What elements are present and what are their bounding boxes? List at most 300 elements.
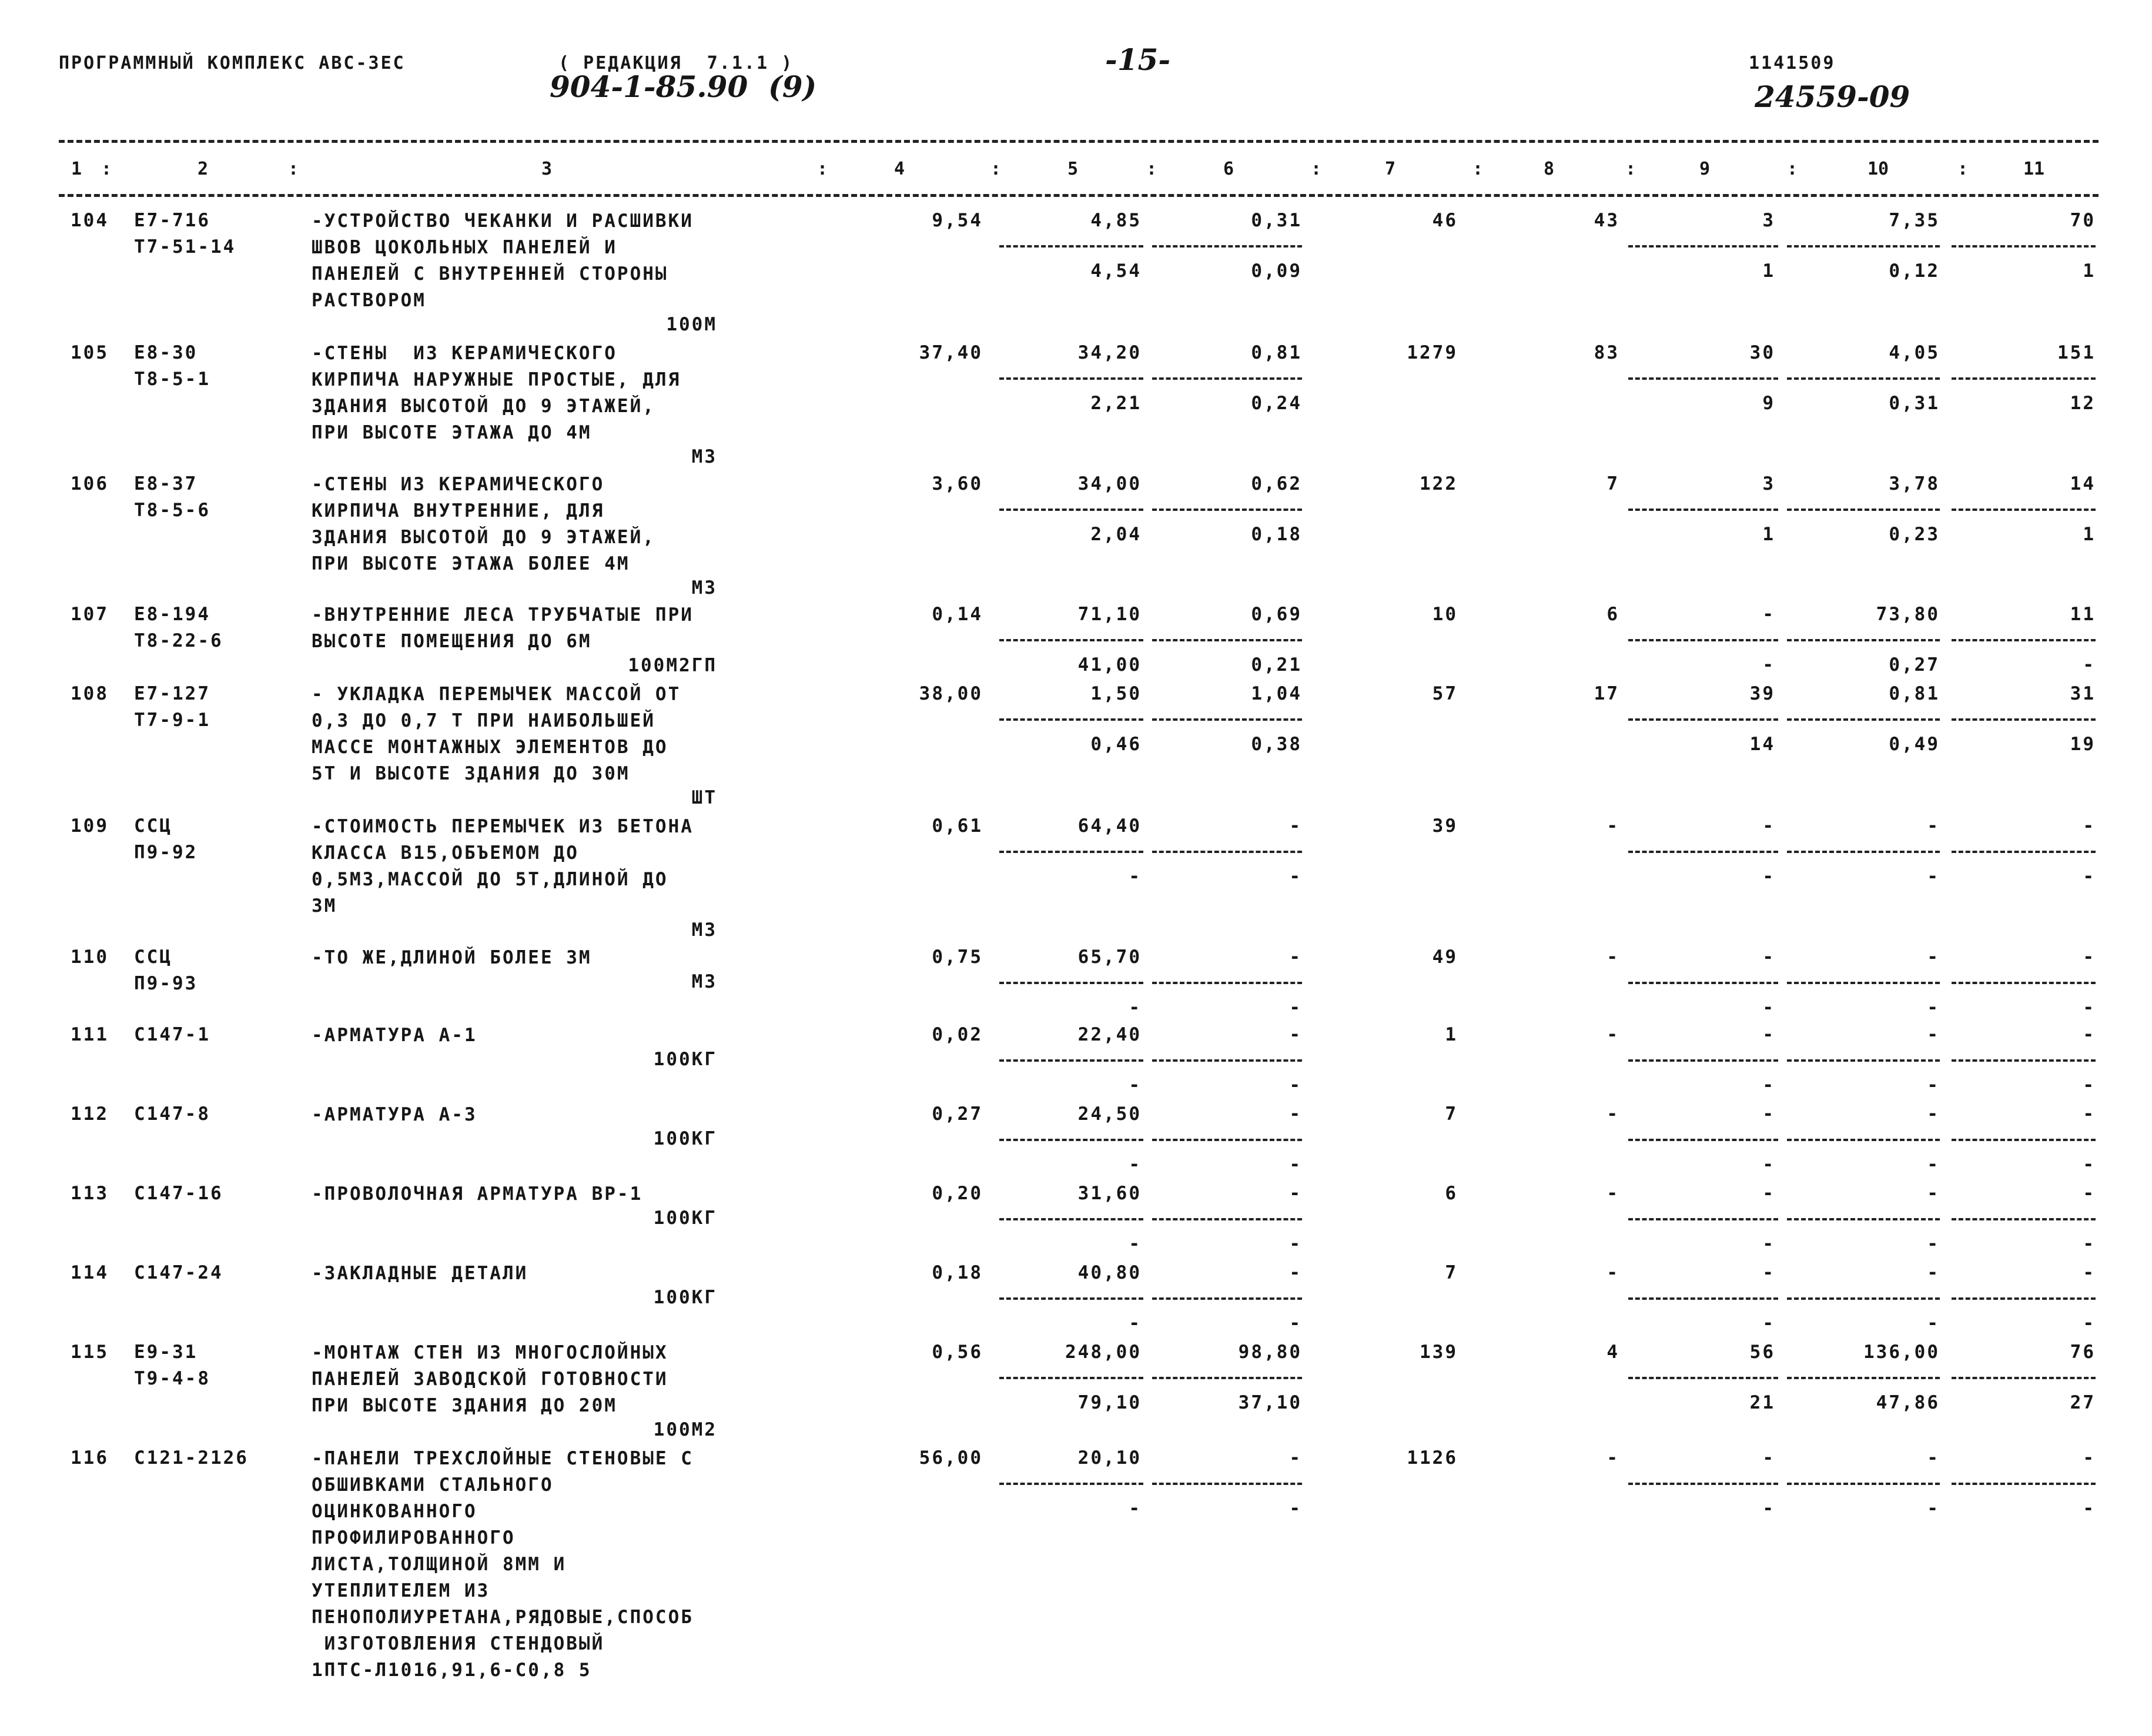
cost-c9-lower: -	[1762, 1075, 1775, 1096]
fraction-line	[1628, 1218, 1778, 1220]
fraction-line	[1787, 1297, 1940, 1300]
fraction-line	[1152, 639, 1302, 641]
tech-code: Т8-22-6	[134, 630, 223, 651]
column-header-5: 5	[1067, 159, 1079, 179]
cost-c9-upper: 39	[1749, 683, 1775, 704]
column-header-4: 4	[893, 159, 905, 179]
cost-c11-upper: 76	[2070, 1342, 2096, 1363]
fraction-line	[1152, 718, 1302, 721]
price-code: Е7-127	[134, 683, 210, 704]
price-code: Е8-37	[134, 473, 198, 494]
cost-c5-lower: -	[1129, 1154, 1142, 1175]
fraction-line	[999, 718, 1143, 721]
unit-of-measure: М3	[691, 446, 717, 467]
cost-c9-upper: -	[1762, 1183, 1775, 1204]
cost-c11-lower: -	[2083, 1313, 2096, 1334]
cost-c8: 4	[1607, 1342, 1619, 1363]
cost-c7: 6	[1445, 1183, 1458, 1204]
cost-c9-upper: -	[1762, 1447, 1775, 1469]
price-code: Е8-30	[134, 342, 198, 363]
cost-c10-upper: 3,78	[1889, 473, 1940, 494]
fraction-line	[1152, 1297, 1302, 1300]
fraction-line	[999, 1218, 1143, 1220]
work-description: -ВНУТРЕННИЕ ЛЕСА ТРУБЧАТЫЕ ПРИ ВЫСОТЕ ПОМЕЩЕНИЯ ДО 6М	[312, 604, 694, 652]
fraction-line	[1152, 1377, 1302, 1379]
cost-c5-upper: 40,80	[1077, 1262, 1142, 1283]
row-number: 108	[71, 683, 109, 704]
fraction-line	[1787, 245, 1940, 247]
cost-c5-lower: -	[1129, 1498, 1142, 1519]
cost-c9-lower: 1	[1762, 260, 1775, 282]
cost-c10-upper: -	[1927, 1183, 1940, 1204]
cost-c9-upper: -	[1762, 604, 1775, 625]
cost-c10-lower: 0,31	[1889, 393, 1940, 414]
cost-c9-lower: 9	[1762, 393, 1775, 414]
cost-c11-upper: 70	[2070, 210, 2096, 231]
fraction-line	[999, 982, 1143, 984]
cost-c5-upper: 71,10	[1077, 604, 1142, 625]
row-number: 114	[71, 1262, 109, 1283]
fraction-line	[1152, 1483, 1302, 1485]
unit-of-measure: 100КГ	[653, 1049, 717, 1070]
program-name: ПРОГРАММНЫЙ КОМПЛЕКС АВС-3ЕС	[59, 53, 406, 73]
cost-c9-upper: -	[1762, 815, 1775, 837]
page-number: -15-	[1105, 42, 1171, 77]
cost-c8: 43	[1594, 210, 1619, 231]
cost-c6-upper: 0,62	[1251, 473, 1302, 494]
cost-c11-lower: -	[2083, 1154, 2096, 1175]
cost-c10-lower: 0,27	[1889, 654, 1940, 675]
row-number: 106	[71, 473, 109, 494]
price-code: С147-16	[134, 1183, 223, 1204]
fraction-line	[999, 1297, 1143, 1300]
column-header-7: 7	[1384, 159, 1396, 179]
cost-c5-upper: 65,70	[1077, 946, 1142, 968]
column-separator: :	[1311, 159, 1322, 179]
fraction-line	[1952, 718, 2096, 721]
fraction-line	[999, 1059, 1143, 1062]
tech-code: П9-92	[134, 842, 198, 863]
unit-of-measure: М3	[691, 971, 717, 992]
cost-c5-upper: 31,60	[1077, 1183, 1142, 1204]
row-number: 115	[71, 1342, 109, 1363]
cost-c11-upper: -	[2083, 1262, 2096, 1283]
unit-of-measure: 100М2ГП	[628, 655, 717, 676]
cost-c11-lower: -	[2083, 866, 2096, 887]
cost-c6-upper: -	[1289, 1024, 1302, 1045]
cost-c8: -	[1607, 1183, 1619, 1204]
work-description: -ПАНЕЛИ ТРЕХСЛОЙНЫЕ СТЕНОВЫЕ С ОБШИВКАМИ СТАЛЬНОГО ОЦИНКОВАННОГО ПРОФИЛИРОВАННОГО ЛИСТА,ТОЛЩИНОЙ 8ММ И УТЕПЛИТЕЛЕМ ИЗ ПЕНОПОЛИУРЕТАНА,РЯДОВЫЕ,СПОСОБ ИЗГОТОВЛЕНИЯ СТЕНДОВЫЙ 1ПТС-Л1016,91,6-С0,8 5	[312, 1448, 694, 1681]
cost-c5-upper: 34,20	[1077, 342, 1142, 363]
cost-c5-lower: -	[1129, 997, 1142, 1018]
cost-c5-upper: 1,50	[1090, 683, 1142, 704]
quantity: 0,75	[932, 946, 983, 968]
fraction-line	[1628, 1483, 1778, 1485]
cost-c11-upper: -	[2083, 1024, 2096, 1045]
column-separator: :	[288, 159, 299, 179]
cost-c6-lower: 0,21	[1251, 654, 1302, 675]
fraction-line	[1787, 718, 1940, 721]
cost-c9-upper: 3	[1762, 210, 1775, 231]
header-rule-top	[59, 140, 2099, 143]
cost-c11-lower: 1	[2083, 260, 2096, 282]
cost-c5-upper: 24,50	[1077, 1103, 1142, 1125]
handwritten-code: 904-1-85.90 (9)	[550, 69, 817, 104]
quantity: 37,40	[919, 342, 983, 363]
fraction-line	[1628, 851, 1778, 853]
column-separator: :	[1625, 159, 1636, 179]
quantity: 0,27	[932, 1103, 983, 1125]
cost-c5-lower: 41,00	[1077, 654, 1142, 675]
column-separator: :	[817, 159, 828, 179]
cost-c5-upper: 34,00	[1077, 473, 1142, 494]
row-number: 113	[71, 1183, 109, 1204]
cost-c10-lower: -	[1927, 1313, 1940, 1334]
row-number: 111	[71, 1024, 109, 1045]
cost-c7: 1126	[1407, 1447, 1458, 1469]
cost-c6-upper: -	[1289, 815, 1302, 837]
cost-c9-lower: 21	[1749, 1392, 1775, 1413]
fraction-line	[1952, 1297, 2096, 1300]
quantity: 0,14	[932, 604, 983, 625]
edition-label: ( РЕДАКЦИЯ 7.1.1 )	[558, 53, 794, 73]
fraction-line	[1628, 1377, 1778, 1379]
cost-c6-lower: -	[1289, 1313, 1302, 1334]
cost-c6-lower: 0,18	[1251, 524, 1302, 545]
unit-of-measure: 100КГ	[653, 1287, 717, 1308]
cost-c11-lower: -	[2083, 1075, 2096, 1096]
quantity: 56,00	[919, 1447, 983, 1469]
cost-c8: -	[1607, 1447, 1619, 1469]
cost-c9-lower: -	[1762, 1154, 1775, 1175]
fraction-line	[999, 1377, 1143, 1379]
column-header-9: 9	[1699, 159, 1711, 179]
cost-c10-upper: -	[1927, 1024, 1940, 1045]
cost-c10-upper: 7,35	[1889, 210, 1940, 231]
cost-c11-upper: -	[2083, 1447, 2096, 1469]
cost-c10-lower: 0,49	[1889, 734, 1940, 755]
row-number: 110	[71, 946, 109, 968]
fraction-line	[1628, 639, 1778, 641]
cost-c5-lower: 2,04	[1090, 524, 1142, 545]
cost-c6-upper: 1,04	[1251, 683, 1302, 704]
cost-c10-lower: -	[1927, 1233, 1940, 1255]
cost-c9-lower: -	[1762, 1313, 1775, 1334]
work-description: -СТЕНЫ ИЗ КЕРАМИЧЕСКОГО КИРПИЧА ВНУТРЕННИЕ, ДЛЯ ЗДАНИЯ ВЫСОТОЙ ДО 9 ЭТАЖЕЙ, ПРИ ВЫСОТЕ ЭТАЖА БОЛЕЕ 4М	[312, 474, 655, 574]
cost-c11-lower: 19	[2070, 734, 2096, 755]
cost-c10-upper: -	[1927, 815, 1940, 837]
price-code: С147-8	[134, 1103, 210, 1125]
cost-c8: 7	[1607, 473, 1619, 494]
fraction-line	[1787, 1377, 1940, 1379]
fraction-line	[1787, 509, 1940, 511]
quantity: 9,54	[932, 210, 983, 231]
price-code: ССЦ	[134, 815, 172, 837]
fraction-line	[1628, 982, 1778, 984]
cost-c11-upper: 14	[2070, 473, 2096, 494]
unit-of-measure: 100М	[666, 314, 717, 335]
fraction-line	[999, 1139, 1143, 1141]
fraction-line	[999, 509, 1143, 511]
cost-c9-upper: -	[1762, 1262, 1775, 1283]
cost-c10-upper: -	[1927, 946, 1940, 968]
cost-c10-lower: 0,23	[1889, 524, 1940, 545]
fraction-line	[1152, 377, 1302, 380]
cost-c11-lower: 12	[2070, 393, 2096, 414]
fraction-line	[1952, 1377, 2096, 1379]
cost-c8: -	[1607, 946, 1619, 968]
fraction-line	[1952, 1139, 2096, 1141]
cost-c10-lower: -	[1927, 1154, 1940, 1175]
cost-c9-upper: -	[1762, 946, 1775, 968]
work-description: -АРМАТУРА А-1	[312, 1025, 477, 1046]
cost-c6-upper: -	[1289, 1103, 1302, 1125]
fraction-line	[1952, 509, 2096, 511]
cost-c7: 7	[1445, 1103, 1458, 1125]
column-header-10: 10	[1867, 159, 1889, 179]
row-number: 116	[71, 1447, 109, 1469]
cost-c9-lower: -	[1762, 654, 1775, 675]
cost-c5-upper: 64,40	[1077, 815, 1142, 837]
cost-c11-lower: -	[2083, 1233, 2096, 1255]
cost-c7: 57	[1432, 683, 1458, 704]
handwritten-number: 24559-09	[1755, 79, 1910, 114]
cost-c7: 7	[1445, 1262, 1458, 1283]
cost-c11-lower: -	[2083, 997, 2096, 1018]
fraction-line	[1628, 509, 1778, 511]
cost-c5-upper: 248,00	[1065, 1342, 1142, 1363]
price-code: Е7-716	[134, 210, 210, 231]
fraction-line	[1952, 377, 2096, 380]
cost-c8: 6	[1607, 604, 1619, 625]
fraction-line	[1152, 1059, 1302, 1062]
fraction-line	[999, 245, 1143, 247]
cost-c7: 139	[1420, 1342, 1458, 1363]
cost-c11-lower: 27	[2070, 1392, 2096, 1413]
cost-c6-lower: -	[1289, 1233, 1302, 1255]
quantity: 0,61	[932, 815, 983, 837]
column-separator: :	[990, 159, 1002, 179]
quantity: 0,18	[932, 1262, 983, 1283]
cost-c5-lower: -	[1129, 1233, 1142, 1255]
tech-code: Т7-51-14	[134, 236, 236, 257]
quantity: 0,56	[932, 1342, 983, 1363]
fraction-line	[1628, 1059, 1778, 1062]
row-number: 104	[71, 210, 109, 231]
price-code: Е9-31	[134, 1342, 198, 1363]
cost-c5-upper: 20,10	[1077, 1447, 1142, 1469]
fraction-line	[999, 1483, 1143, 1485]
quantity: 3,60	[932, 473, 983, 494]
column-header-3: 3	[541, 159, 553, 179]
tech-code: Т8-5-1	[134, 369, 210, 390]
column-header-8: 8	[1543, 159, 1555, 179]
fraction-line	[1628, 245, 1778, 247]
cost-c5-lower: 79,10	[1077, 1392, 1142, 1413]
work-description: -УСТРОЙСТВО ЧЕКАНКИ И РАСШИВКИ ШВОВ ЦОКОЛЬНЫХ ПАНЕЛЕЙ И ПАНЕЛЕЙ С ВНУТРЕННЕЙ СТОРОНЫ РАСТВОРОМ	[312, 210, 694, 311]
fraction-line	[1787, 1139, 1940, 1141]
fraction-line	[1152, 1218, 1302, 1220]
fraction-line	[1787, 982, 1940, 984]
fraction-line	[1787, 1218, 1940, 1220]
cost-c10-upper: -	[1927, 1447, 1940, 1469]
cost-c11-upper: -	[2083, 815, 2096, 837]
row-number: 109	[71, 815, 109, 837]
cost-c6-upper: 98,80	[1238, 1342, 1302, 1363]
price-code: С147-24	[134, 1262, 223, 1283]
quantity: 0,02	[932, 1024, 983, 1045]
cost-c10-upper: -	[1927, 1103, 1940, 1125]
fraction-line	[1152, 982, 1302, 984]
row-number: 112	[71, 1103, 109, 1125]
cost-c8: 83	[1594, 342, 1619, 363]
cost-c6-lower: -	[1289, 997, 1302, 1018]
column-header-11: 11	[2023, 159, 2045, 179]
cost-c7: 39	[1432, 815, 1458, 837]
cost-c9-lower: -	[1762, 1233, 1775, 1255]
cost-c11-upper: -	[2083, 1103, 2096, 1125]
unit-of-measure: ШТ	[691, 787, 717, 808]
price-code: Е8-194	[134, 604, 210, 625]
fraction-line	[1952, 1483, 2096, 1485]
work-description: -СТЕНЫ ИЗ КЕРАМИЧЕСКОГО КИРПИЧА НАРУЖНЫЕ ПРОСТЫЕ, ДЛЯ ЗДАНИЯ ВЫСОТОЙ ДО 9 ЭТАЖЕЙ, ПРИ ВЫСОТЕ ЭТАЖА ДО 4М	[312, 343, 681, 443]
fraction-line	[1152, 851, 1302, 853]
cost-c11-lower: -	[2083, 654, 2096, 675]
cost-c6-upper: -	[1289, 1262, 1302, 1283]
column-header-6: 6	[1223, 159, 1234, 179]
fraction-line	[1952, 639, 2096, 641]
fraction-line	[1952, 851, 2096, 853]
unit-of-measure: М3	[691, 919, 717, 941]
quantity: 38,00	[919, 683, 983, 704]
work-description: -ЗАКЛАДНЫЕ ДЕТАЛИ	[312, 1263, 528, 1284]
row-number: 105	[71, 342, 109, 363]
unit-of-measure: 100КГ	[653, 1128, 717, 1149]
cost-c11-upper: -	[2083, 946, 2096, 968]
header-rule-bottom	[59, 194, 2099, 197]
cost-c10-lower: -	[1927, 1075, 1940, 1096]
cost-c5-upper: 22,40	[1077, 1024, 1142, 1045]
price-code: ССЦ	[134, 946, 172, 968]
fraction-line	[1952, 245, 2096, 247]
cost-c8: 17	[1594, 683, 1619, 704]
cost-c11-upper: 31	[2070, 683, 2096, 704]
cost-c7: 49	[1432, 946, 1458, 968]
work-description: - УКЛАДКА ПЕРЕМЫЧЕК МАССОЙ ОТ 0,3 ДО 0,7 Т ПРИ НАИБОЛЬШЕЙ МАССЕ МОНТАЖНЫХ ЭЛЕМЕНТОВ ДО 5Т И ВЫСОТЕ ЗДАНИЯ ДО 30М	[312, 684, 681, 784]
work-description: -СТОИМОСТЬ ПЕРЕМЫЧЕК ИЗ БЕТОНА КЛАССА В15,ОБЪЕМОМ ДО 0,5М3,МАССОЙ ДО 5Т,ДЛИНОЙ ДО 3М	[312, 816, 694, 916]
fraction-line	[999, 639, 1143, 641]
fraction-line	[1787, 851, 1940, 853]
cost-c6-lower: 37,10	[1238, 1392, 1302, 1413]
cost-c6-lower: 0,09	[1251, 260, 1302, 282]
fraction-line	[1628, 1139, 1778, 1141]
cost-c11-lower: -	[2083, 1498, 2096, 1519]
cost-c11-upper: 151	[2057, 342, 2096, 363]
work-description: -АРМАТУРА А-3	[312, 1104, 477, 1125]
cost-c10-lower: 0,12	[1889, 260, 1940, 282]
cost-c5-lower: -	[1129, 866, 1142, 887]
tech-code: П9-93	[134, 973, 198, 994]
cost-c6-lower: -	[1289, 866, 1302, 887]
column-header-1: 1	[71, 159, 82, 179]
cost-c10-lower: -	[1927, 866, 1940, 887]
fraction-line	[1787, 639, 1940, 641]
fraction-line	[999, 851, 1143, 853]
fraction-line	[1952, 1218, 2096, 1220]
cost-c9-upper: 56	[1749, 1342, 1775, 1363]
cost-c10-upper: 4,05	[1889, 342, 1940, 363]
cost-c7: 1279	[1407, 342, 1458, 363]
cost-c6-lower: 0,38	[1251, 734, 1302, 755]
cost-c10-upper: -	[1927, 1262, 1940, 1283]
cost-c6-lower: -	[1289, 1075, 1302, 1096]
cost-c5-lower: 4,54	[1090, 260, 1142, 282]
cost-c6-upper: 0,69	[1251, 604, 1302, 625]
cost-c7: 1	[1445, 1024, 1458, 1045]
tech-code: Т9-4-8	[134, 1368, 210, 1389]
cost-c10-lower: 47,86	[1876, 1392, 1940, 1413]
fraction-line	[1787, 377, 1940, 380]
fraction-line	[1952, 1059, 2096, 1062]
cost-c10-upper: 136,00	[1863, 1342, 1940, 1363]
tech-code: Т7-9-1	[134, 710, 210, 731]
document-id: 1141509	[1749, 53, 1836, 73]
cost-c9-lower: 14	[1749, 734, 1775, 755]
cost-c6-upper: -	[1289, 946, 1302, 968]
cost-c9-lower: -	[1762, 866, 1775, 887]
column-header-2: 2	[197, 159, 209, 179]
cost-c5-lower: -	[1129, 1313, 1142, 1334]
cost-c11-upper: 11	[2070, 604, 2096, 625]
fraction-line	[1628, 1297, 1778, 1300]
cost-c7: 122	[1420, 473, 1458, 494]
fraction-line	[1628, 718, 1778, 721]
column-separator: :	[101, 159, 112, 179]
fraction-line	[1787, 1483, 1940, 1485]
price-code: С121-2126	[134, 1447, 249, 1469]
cost-c6-lower: -	[1289, 1154, 1302, 1175]
cost-c8: -	[1607, 815, 1619, 837]
cost-c5-lower: 2,21	[1090, 393, 1142, 414]
cost-c10-lower: -	[1927, 997, 1940, 1018]
cost-c6-lower: 0,24	[1251, 393, 1302, 414]
cost-c11-upper: -	[2083, 1183, 2096, 1204]
tech-code: Т8-5-6	[134, 500, 210, 521]
work-description: -МОНТАЖ СТЕН ИЗ МНОГОСЛОЙНЫХ ПАНЕЛЕЙ ЗАВОДСКОЙ ГОТОВНОСТИ ПРИ ВЫСОТЕ ЗДАНИЯ ДО 20М	[312, 1342, 668, 1416]
cost-c10-upper: 73,80	[1876, 604, 1940, 625]
cost-c6-upper: 0,81	[1251, 342, 1302, 363]
cost-c6-upper: -	[1289, 1183, 1302, 1204]
cost-c6-upper: 0,31	[1251, 210, 1302, 231]
column-separator: :	[1957, 159, 1969, 179]
work-description: -ТО ЖЕ,ДЛИНОЙ БОЛЕЕ 3М	[312, 947, 592, 968]
cost-c10-upper: 0,81	[1889, 683, 1940, 704]
cost-c9-lower: -	[1762, 997, 1775, 1018]
work-description: -ПРОВОЛОЧНАЯ АРМАТУРА ВР-1	[312, 1183, 643, 1205]
cost-c9-lower: -	[1762, 1498, 1775, 1519]
cost-c6-lower: -	[1289, 1498, 1302, 1519]
cost-c9-upper: 3	[1762, 473, 1775, 494]
cost-c7: 46	[1432, 210, 1458, 231]
column-separator: :	[1146, 159, 1157, 179]
unit-of-measure: М3	[691, 577, 717, 598]
cost-c11-lower: 1	[2083, 524, 2096, 545]
row-number: 107	[71, 604, 109, 625]
cost-c7: 10	[1432, 604, 1458, 625]
cost-c5-lower: 0,46	[1090, 734, 1142, 755]
cost-c9-upper: 30	[1749, 342, 1775, 363]
fraction-line	[1787, 1059, 1940, 1062]
